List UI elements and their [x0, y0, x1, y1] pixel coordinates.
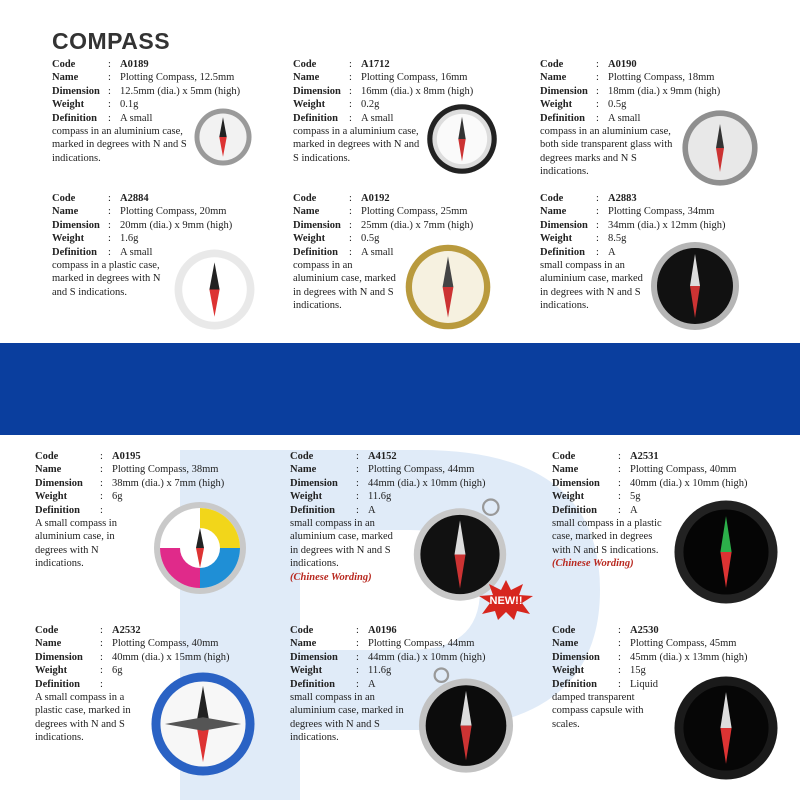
weight-label: Weight	[552, 491, 585, 503]
code-label: Code	[540, 59, 564, 70]
product-dimension: 45mm (dia.) x 13mm (high)	[630, 651, 748, 663]
code-label: Code	[552, 451, 576, 462]
definition-label: Definition	[52, 112, 97, 124]
product-name: Plotting Compass, 12.5mm	[120, 72, 235, 84]
product-definition: small compass in an aluminium case, marked in degrees with N and S indications.	[290, 518, 393, 570]
name-label: Name	[540, 206, 567, 218]
product-card	[35, 450, 275, 600]
dimension-label: Dimension	[293, 219, 341, 231]
product-name: Plotting Compass, 34mm	[608, 206, 715, 218]
compass-image	[150, 498, 250, 598]
definition-label: Definition	[290, 678, 335, 690]
product-code: A2883	[608, 193, 637, 204]
product-definition: A small compass in aluminium case, in degrees with N indications.	[35, 518, 117, 570]
name-label: Name	[290, 638, 317, 650]
spec-block: Code : A2532 Name : Plotting Compass, 40mm Dimension : 40mm (dia.) x 15mm (high) Weight : 6g Definition : A small compass in a plastic case, marked in degrees with N and S indications.	[35, 625, 230, 744]
definition-inline: A small	[120, 112, 153, 124]
chinese-wording-note: (Chinese Wording)	[552, 558, 634, 570]
compass-image	[403, 242, 493, 332]
spec-block: Code : A1712 Name : Plotting Compass, 16mm Dimension : 16mm (dia.) x 8mm (high) Weight : 0.2g Definition : A small compass in a aluminium case, marked in degrees with N and S indications.	[293, 59, 474, 164]
product-code: A0196	[368, 625, 397, 636]
product-weight: 0.5g	[608, 99, 627, 111]
product-card	[540, 192, 780, 342]
product-name: Plotting Compass, 44mm	[368, 638, 475, 650]
product-weight: 0.1g	[120, 99, 139, 111]
dimension-label: Dimension	[290, 477, 338, 489]
dimension-label: Dimension	[552, 477, 600, 489]
weight-label: Weight	[290, 665, 323, 677]
product-weight: 6g	[112, 665, 123, 677]
definition-inline: A	[630, 504, 638, 516]
chinese-wording-note: (Chinese Wording)	[290, 571, 372, 583]
product-code: A0192	[361, 193, 390, 204]
product-card	[52, 58, 292, 208]
product-code: A2531	[630, 451, 659, 462]
product-weight: 5g	[630, 491, 641, 503]
product-definition: compass in a aluminium case, marked in degrees with N and S indications.	[293, 126, 420, 164]
new-badge-text: NEW!!	[489, 595, 523, 607]
product-code: A2530	[630, 625, 659, 636]
product-code: A2884	[120, 193, 149, 204]
product-weight: 11.6g	[368, 491, 392, 503]
code-label: Code	[35, 451, 59, 462]
weight-label: Weight	[35, 665, 68, 677]
product-code: A4152	[368, 451, 397, 462]
name-label: Name	[293, 72, 320, 84]
weight-label: Weight	[540, 99, 573, 111]
code-label: Code	[52, 193, 76, 204]
product-weight: 15g	[630, 665, 646, 677]
weight-label: Weight	[540, 233, 573, 245]
spec-block: Code : A0189 Name : Plotting Compass, 12.5mm Dimension : 12.5mm (dia.) x 5mm (high) Weight : 0.1g Definition : A small compass in an aluminium case, marked in degrees with N and S indications.	[52, 59, 241, 164]
product-definition: A small compass in a plastic case, marked in degrees with N and S indications.	[35, 692, 131, 744]
product-weight: 0.5g	[361, 233, 380, 245]
product-dimension: 40mm (dia.) x 15mm (high)	[112, 651, 230, 663]
product-name: Plotting Compass, 25mm	[361, 206, 468, 218]
product-card	[293, 58, 533, 208]
definition-label: Definition	[552, 504, 597, 516]
new-badge	[478, 580, 534, 620]
product-definition: small compass in a plastic case, marked in degrees with N and S indications.	[552, 518, 662, 556]
product-definition: compass in a plastic case, marked in degrees with N and S indications.	[52, 260, 161, 298]
compass-image	[425, 102, 499, 176]
product-card	[552, 450, 792, 600]
page-title: COMPASS	[52, 28, 171, 54]
product-card	[290, 450, 530, 607]
product-code: A1712	[361, 59, 390, 70]
dimension-label: Dimension	[540, 219, 588, 231]
product-dimension: 38mm (dia.) x 7mm (high)	[112, 477, 225, 489]
definition-label: Definition	[540, 246, 585, 258]
product-card	[52, 192, 292, 342]
product-card	[290, 624, 530, 774]
spec-block: Code : A2531 Name : Plotting Compass, 40mm Dimension : 40mm (dia.) x 10mm (high) Weight : 5g Definition : A small compass in a plastic case, marked in degrees with N and S indications. (Chinese Wording)	[552, 450, 782, 571]
product-weight: 0.2g	[361, 99, 380, 111]
product-name: Plotting Compass, 38mm	[112, 464, 219, 476]
product-dimension: 18mm (dia.) x 9mm (high)	[608, 85, 721, 97]
code-label: Code	[35, 625, 59, 636]
spec-block: Code : A0192 Name : Plotting Compass, 25mm Dimension : 25mm (dia.) x 7mm (high) Weight : 0.5g Definition : A small compass in an aluminium case, marked in degrees with N and S indications.	[293, 193, 474, 312]
name-label: Name	[35, 464, 62, 476]
product-dimension: 44mm (dia.) x 10mm (high)	[368, 477, 486, 489]
product-code: A2532	[112, 625, 141, 636]
definition-label: Definition	[540, 112, 585, 124]
product-dimension: 20mm (dia.) x 9mm (high)	[120, 219, 233, 231]
spec-block: Code : A0196 Name : Plotting Compass, 44mm Dimension : 44mm (dia.) x 10mm (high) Weight : 11.6g Definition : A small compass in an aluminium case, marked in degrees with N and S indications.	[290, 625, 486, 744]
product-name: Plotting Compass, 44mm	[368, 464, 475, 476]
compass-image	[645, 234, 745, 334]
dimension-label: Dimension	[52, 85, 100, 97]
compass-image	[147, 668, 259, 780]
spec-block: Code : A2883 Name : Plotting Compass, 34mm Dimension : 34mm (dia.) x 12mm (high) Weight : 8.5g Definition : A small compass in an aluminium case, marked in degrees with N and S indications.	[540, 193, 726, 312]
product-definition: small compass in an aluminium case, marked in degrees with N and S indications.	[540, 260, 643, 312]
definition-inline: A small	[120, 246, 153, 258]
code-label: Code	[293, 193, 317, 204]
compass-image	[680, 108, 760, 188]
product-code: A0189	[120, 59, 149, 70]
name-label: Name	[540, 72, 567, 84]
product-dimension: 16mm (dia.) x 8mm (high)	[361, 85, 474, 97]
definition-label: Definition	[293, 246, 338, 258]
dimension-label: Dimension	[290, 651, 338, 663]
product-code: A0195	[112, 451, 141, 462]
compass-image	[410, 664, 522, 776]
product-dimension: 34mm (dia.) x 12mm (high)	[608, 219, 726, 231]
product-name: Plotting Compass, 18mm	[608, 72, 715, 84]
code-label: Code	[290, 625, 314, 636]
product-definition: compass in an aluminium case, marked in degrees with N and S indications.	[52, 126, 187, 164]
name-label: Name	[552, 638, 579, 650]
product-name: Plotting Compass, 45mm	[630, 638, 737, 650]
name-label: Name	[35, 638, 62, 650]
product-definition: compass in an aluminium case, marked in degrees with N and S indications.	[293, 260, 396, 312]
definition-label: Definition	[290, 504, 335, 516]
definition-label: Definition	[552, 678, 597, 690]
code-label: Code	[290, 451, 314, 462]
definition-inline: A small	[361, 112, 394, 124]
weight-label: Weight	[35, 491, 68, 503]
spec-block: Code : A2530 Name : Plotting Compass, 45mm Dimension : 45mm (dia.) x 13mm (high) Weight : 15g Definition : Liquid damped transparent compass capsule with scales.	[552, 625, 748, 730]
spec-block: Code : A2884 Name : Plotting Compass, 20mm Dimension : 20mm (dia.) x 9mm (high) Weight : 1.6g Definition : A small compass in a plastic case, marked in degrees with N and S indications.	[52, 193, 233, 298]
code-label: Code	[552, 625, 576, 636]
definition-inline: Liquid	[630, 678, 658, 690]
product-weight: 11.6g	[368, 665, 392, 677]
dimension-label: Dimension	[52, 219, 100, 231]
product-dimension: 12.5mm (dia.) x 5mm (high)	[120, 85, 241, 97]
name-label: Name	[52, 72, 79, 84]
product-card	[540, 58, 780, 208]
spec-block: Code : A0190 Name : Plotting Compass, 18mm Dimension : 18mm (dia.) x 9mm (high) Weight : 0.5g Definition : A small compass in an aluminium case, both side transparent glass with degrees marks and N S indications.	[540, 59, 721, 178]
weight-label: Weight	[293, 233, 326, 245]
product-definition: compass in an aluminium case, both side transparent glass with degrees marks and N S indications.	[540, 126, 673, 178]
product-dimension: 25mm (dia.) x 7mm (high)	[361, 219, 474, 231]
definition-label: Definition	[35, 504, 80, 516]
product-card	[293, 192, 533, 342]
product-weight: 6g	[112, 491, 123, 503]
code-label: Code	[540, 193, 564, 204]
spec-block: Code : A4152 Name : Plotting Compass, 44mm Dimension : 44mm (dia.) x 10mm (high) Weight : 11.6g Definition : A small compass in an aluminium case, marked in degrees with N and S indications. (Chinese Wording)	[290, 450, 520, 584]
compass-image	[670, 496, 782, 608]
product-name: Plotting Compass, 40mm	[112, 638, 219, 650]
product-dimension: 44mm (dia.) x 10mm (high)	[368, 651, 486, 663]
dimension-label: Dimension	[35, 651, 83, 663]
dimension-label: Dimension	[293, 85, 341, 97]
weight-label: Weight	[552, 665, 585, 677]
product-code: A0190	[608, 59, 637, 70]
weight-label: Weight	[52, 233, 85, 245]
product-name: Plotting Compass, 16mm	[361, 72, 468, 84]
definition-inline: A	[608, 246, 616, 258]
definition-label: Definition	[52, 246, 97, 258]
definition-inline: A small	[608, 112, 641, 124]
definition-inline: A	[368, 678, 376, 690]
definition-inline: A	[368, 504, 376, 516]
product-name: Plotting Compass, 40mm	[630, 464, 737, 476]
compass-image	[670, 672, 782, 784]
product-name: Plotting Compass, 20mm	[120, 206, 227, 218]
name-label: Name	[290, 464, 317, 476]
compass-image	[192, 106, 254, 168]
product-definition: small compass in an aluminium case, marked in degrees with N and S indications.	[290, 692, 404, 744]
name-label: Name	[52, 206, 79, 218]
spec-block: Code : A0195 Name : Plotting Compass, 38mm Dimension : 38mm (dia.) x 7mm (high) Weight : 6g Definition : A small compass in aluminium case, in degrees with N indications.	[35, 451, 225, 570]
definition-inline: A small	[361, 246, 394, 258]
compass-image	[172, 247, 257, 332]
product-weight: 8.5g	[608, 233, 627, 245]
blue-band	[0, 343, 800, 435]
definition-label: Definition	[35, 678, 80, 690]
code-label: Code	[52, 59, 76, 70]
dimension-label: Dimension	[35, 477, 83, 489]
code-label: Code	[293, 59, 317, 70]
product-weight: 1.6g	[120, 233, 139, 245]
dimension-label: Dimension	[540, 85, 588, 97]
product-definition: damped transparent compass capsule with scales.	[552, 692, 644, 730]
weight-label: Weight	[290, 491, 323, 503]
weight-label: Weight	[293, 99, 326, 111]
name-label: Name	[293, 206, 320, 218]
product-card	[35, 624, 275, 774]
definition-label: Definition	[293, 112, 338, 124]
weight-label: Weight	[52, 99, 85, 111]
dimension-label: Dimension	[552, 651, 600, 663]
product-dimension: 40mm (dia.) x 10mm (high)	[630, 477, 748, 489]
product-card	[552, 624, 792, 774]
name-label: Name	[552, 464, 579, 476]
